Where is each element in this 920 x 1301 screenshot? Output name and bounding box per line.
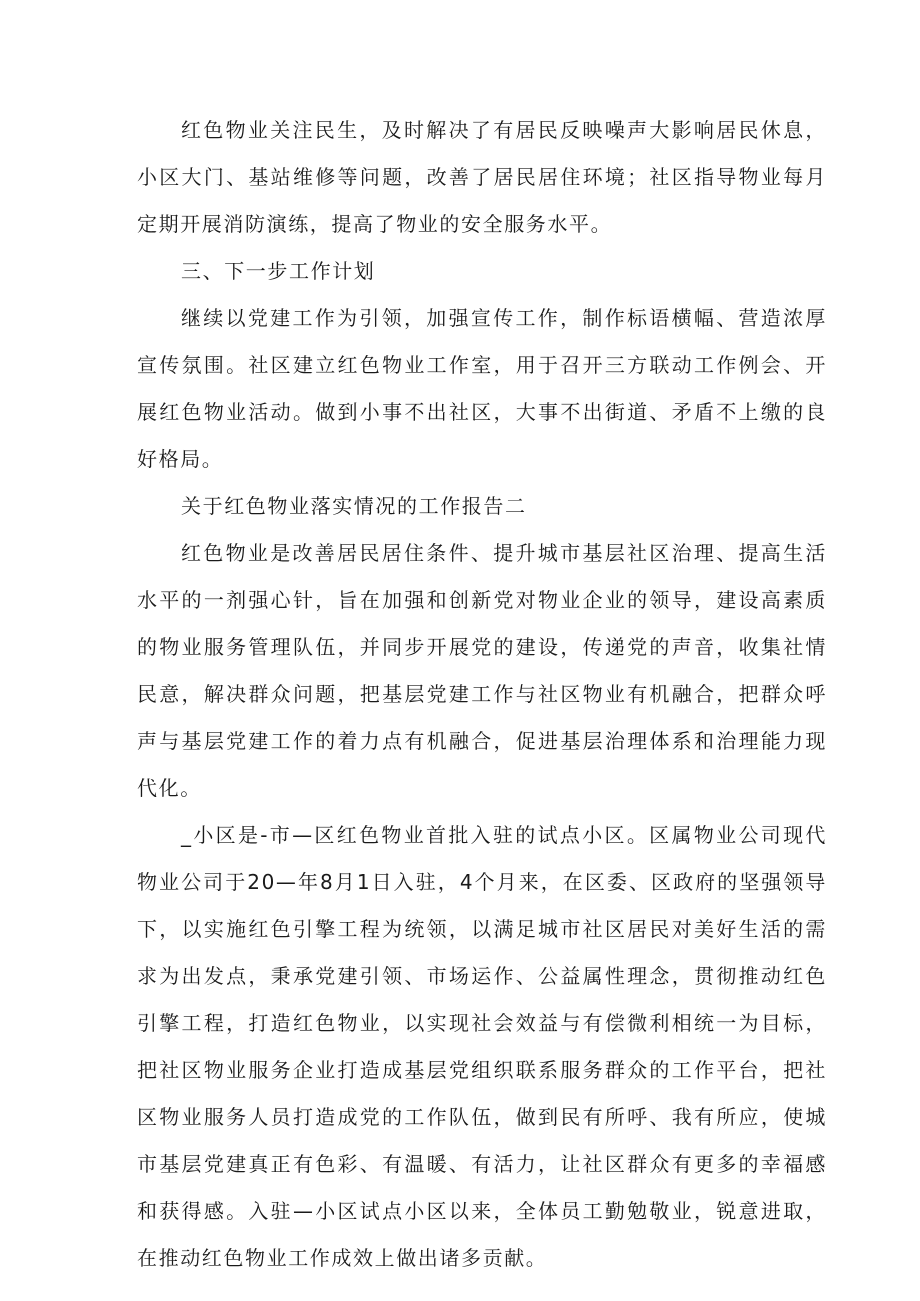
- report-title-two: 关于红色物业落实情况的工作报告二: [181, 494, 527, 518]
- paragraph-red-property-livelihood: 红色物业关注民生，及时解决了有居民反映噪声大影响居民休息，小区大门、基站维修等问题，改善了居民居住环境；社区指导物业每月定期开展消防演练，提高了物业的安全服务水平。: [137, 118, 827, 236]
- document-body: [137, 107, 827, 1282]
- paragraph-work-plan: 继续以党建工作为引领，加强宣传工作，制作标语横幅、营造浓厚宣传氛围。社区建立红色物业工作室，用于召开三方联动工作例会、开展红色物业活动。做到小事不出社区，大事不出街道、矛盾不上缴的良好格局。: [137, 306, 827, 471]
- paragraph-red-property-definition: 红色物业是改善居民居住条件、提升城市基层社区治理、提高生活水平的一剂强心针，旨在加强和创新党对物业企业的领导，建设高素质的物业服务管理队伍，并同步开展党的建设，传递党的声音，收集社情民意，解决群众问题，把基层党建工作与社区物业有机融合，把群众呼声与基层党建工作的着力点有机融合，促进基层治理体系和治理能力现代化。: [137, 541, 827, 800]
- paragraph-pilot-community: _小区是-市—区红色物业首批入驻的试点小区。区属物业公司现代物业公司于20—年8月1日入驻，4个月来，在区委、区政府的坚强领导下，以实施红色引擎工程为统领，以满足城市社区居民对美好生活的需求为出发点，秉承党建引领、市场运作、公益属性理念，贯彻推动红色引擎工程，打造红色物业，以实现社会效益与有偿微利相统一为目标，把社区物业服务企业打造成基层党组织联系服务群众的工作平台，把社区物业服务人员打造成党的工作队伍，做到民有所呼、我有所应，使城市基层党建真正有色彩、有温暖、有活力，让社区群众有更多的幸福感和获得感。入驻—小区试点小区以来，全体员工勤勉敬业，锐意进取，在推动红色物业工作成效上做出诸多贡献。: [137, 823, 827, 1270]
- section-heading-next-steps: 三、下一步工作计划: [181, 259, 376, 283]
